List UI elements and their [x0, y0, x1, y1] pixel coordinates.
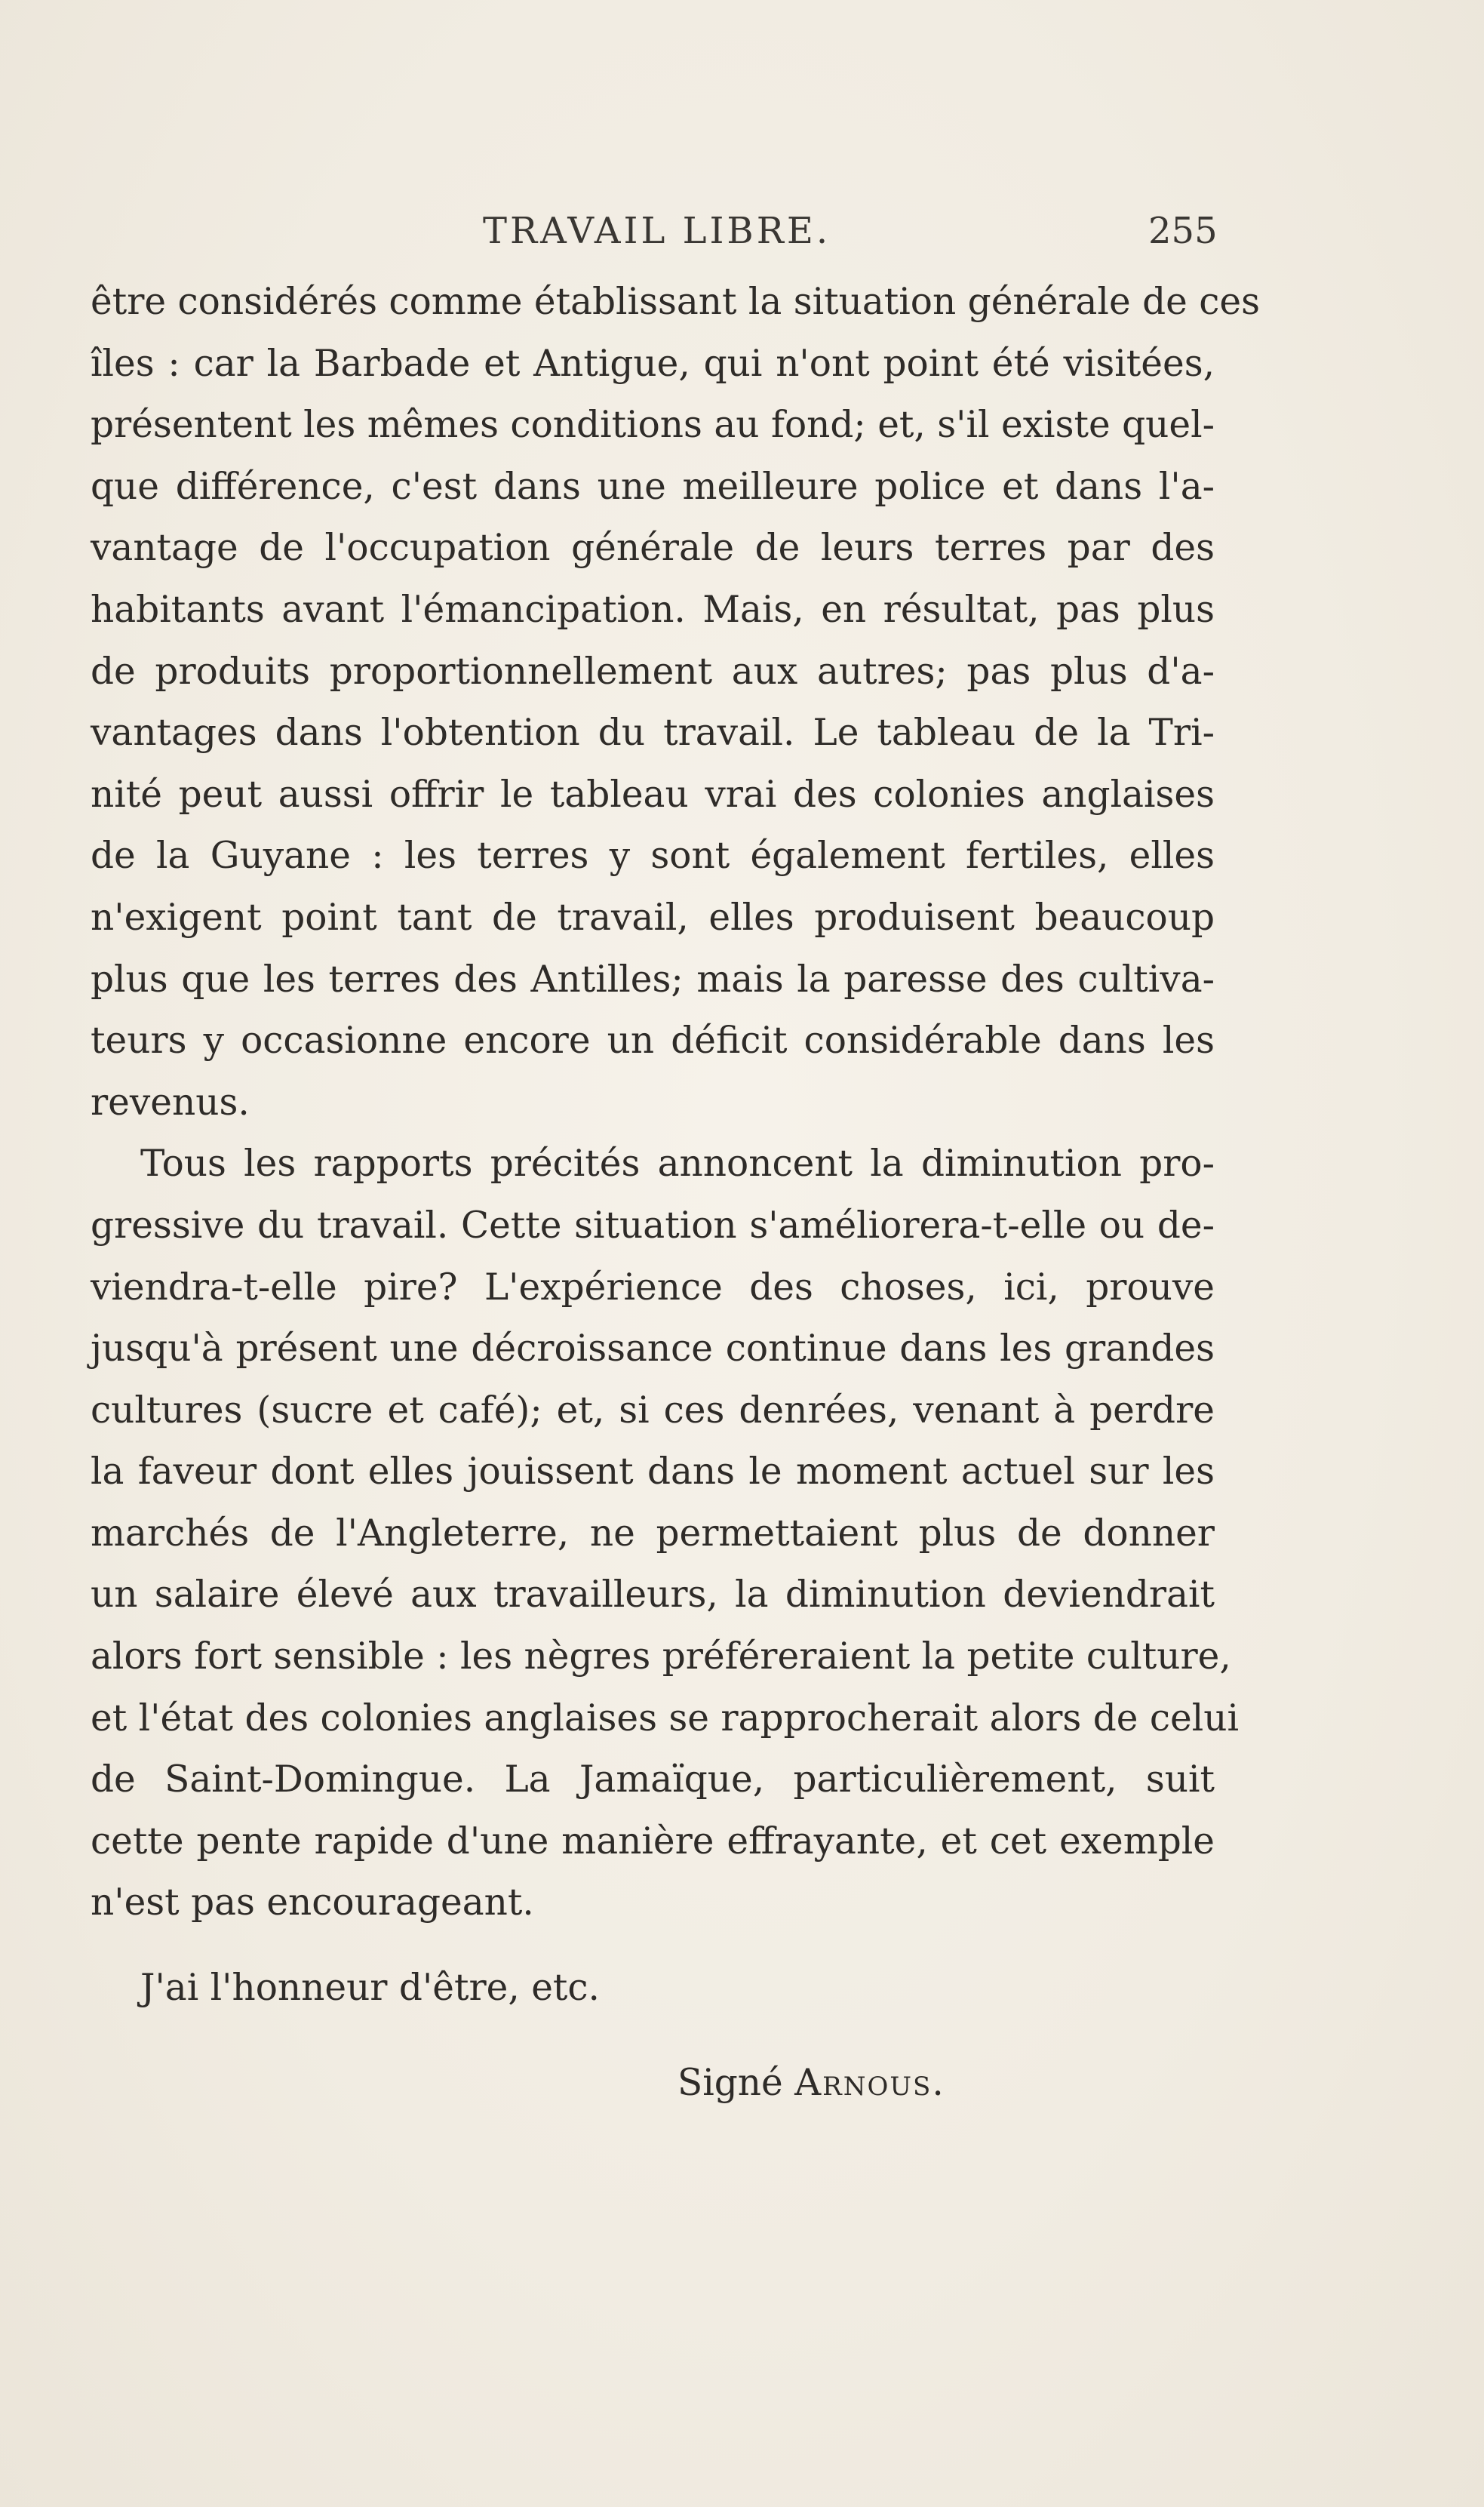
text-line: que différence, c'est dans une meilleure police et dans l'a- — [91, 465, 1215, 508]
text-line: cultures (sucre et café); et, si ces denrées, venant à perdre — [91, 1389, 1215, 1432]
signature-name: Arnous. — [794, 2062, 945, 2104]
text-line: gressive du travail. Cette situation s'améliorera-t-elle ou de- — [91, 1204, 1215, 1247]
text-line: être considérés comme établissant la situation générale de ces — [91, 281, 1260, 323]
text-line: vantage de l'occupation générale de leurs terres par des — [91, 527, 1215, 570]
running-title: TRAVAIL LIBRE. — [483, 210, 831, 252]
text-line: jusqu'à présent une décroissance continue dans les grandes — [91, 1327, 1215, 1370]
signature — [677, 2062, 945, 2104]
text-line: de Saint-Domingue. La Jamaïque, particulièrement, suit — [91, 1758, 1215, 1801]
text-line: marchés de l'Angleterre, ne permettaient plus de donner — [91, 1512, 1215, 1555]
text-line: îles : car la Barbade et Antigue, qui n'ont point été visitées, — [91, 342, 1215, 385]
text-line: alors fort sensible : les nègres préféreraient la petite culture, — [91, 1635, 1231, 1678]
paragraph-1 — [91, 272, 1260, 1134]
text-line: viendra-t-elle pire? L'expérience des choses, ici, prouve — [91, 1266, 1215, 1309]
text-line: plus que les terres des Antilles; mais la paresse des cultiva- — [91, 958, 1215, 1001]
text-line: et l'état des colonies anglaises se rapprocherait alors de celui — [91, 1696, 1239, 1740]
page-number: 255 — [1148, 210, 1218, 252]
text-line: de produits proportionnellement aux autres; pas plus d'a- — [91, 650, 1215, 693]
text-line: teurs y occasionne encore un déficit considérable dans les — [91, 1020, 1215, 1063]
text-line: vantages dans l'obtention du travail. Le tableau de la Tri- — [91, 712, 1215, 755]
body-text — [91, 272, 1260, 1934]
text-line: de la Guyane : les terres y sont également fertiles, elles — [91, 835, 1215, 878]
text-line: la faveur dont elles jouissent dans le moment actuel sur les — [91, 1450, 1215, 1493]
text-line: un salaire élevé aux travailleurs, la diminution deviendrait — [91, 1573, 1215, 1616]
text-line: Tous les rapports précités annoncent la diminution pro- — [140, 1143, 1215, 1186]
text-line: n'exigent point tant de travail, elles produisent beaucoup — [91, 896, 1215, 939]
text-line: revenus. — [91, 1081, 250, 1124]
text-line: habitants avant l'émancipation. Mais, en résultat, pas plus — [91, 588, 1215, 631]
signature-prefix: Signé — [677, 2062, 783, 2104]
closing-formula: J'ai l'honneur d'être, etc. — [140, 1967, 600, 2009]
text-line: cette pente rapide d'une manière effrayante, et cet exemple — [91, 1819, 1215, 1863]
paragraph-2 — [91, 1134, 1239, 1934]
text-line: n'est pas encourageant. — [91, 1881, 534, 1924]
text-line: présentent les mêmes conditions au fond; et, s'il existe quel- — [91, 404, 1215, 447]
text-line: nité peut aussi offrir le tableau vrai des colonies anglaises — [91, 773, 1215, 816]
